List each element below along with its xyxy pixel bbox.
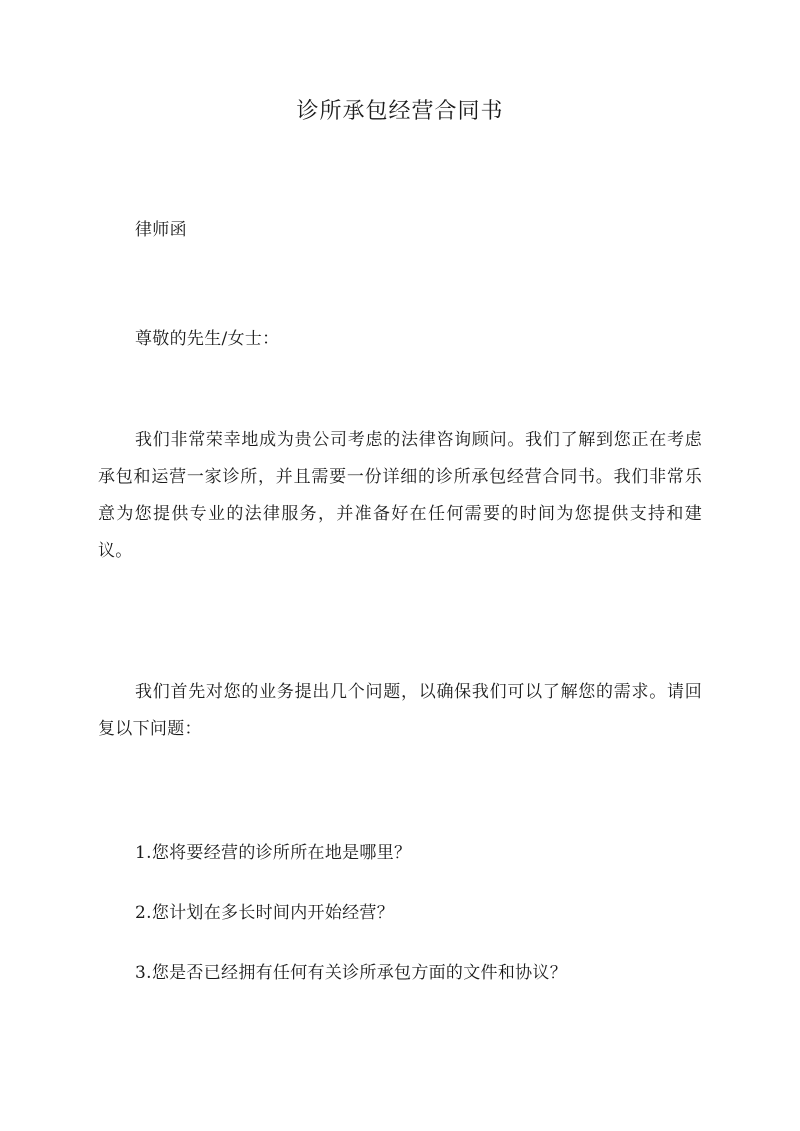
document-title: 诊所承包经营合同书 xyxy=(296,99,504,124)
body-paragraph: 我们非常荣幸地成为贵公司考虑的法律咨询顾问。我们了解到您正在考虑承包和运营一家诊所，并且需要一份详细的诊所承包经营合同书。我们非常乐意为您提供专业的法律服务，并准备好在任何需要的时间为您提供支持和建议。 xyxy=(98,430,702,561)
body-paragraph: 我们首先对您的业务提出几个问题，以确保我们可以了解您的需求。请回复以下问题： xyxy=(98,682,702,739)
question-item: 1.您将要经营的诊所所在地是哪里？ xyxy=(135,843,412,863)
question-item: 2.您计划在多长时间内开始经营？ xyxy=(135,903,395,923)
letter-heading: 律师函 xyxy=(135,220,187,240)
question-item: 3.您是否已经拥有任何有关诊所承包方面的文件和协议？ xyxy=(135,963,568,983)
letter-greeting: 尊敬的先生/女士： xyxy=(135,329,280,349)
